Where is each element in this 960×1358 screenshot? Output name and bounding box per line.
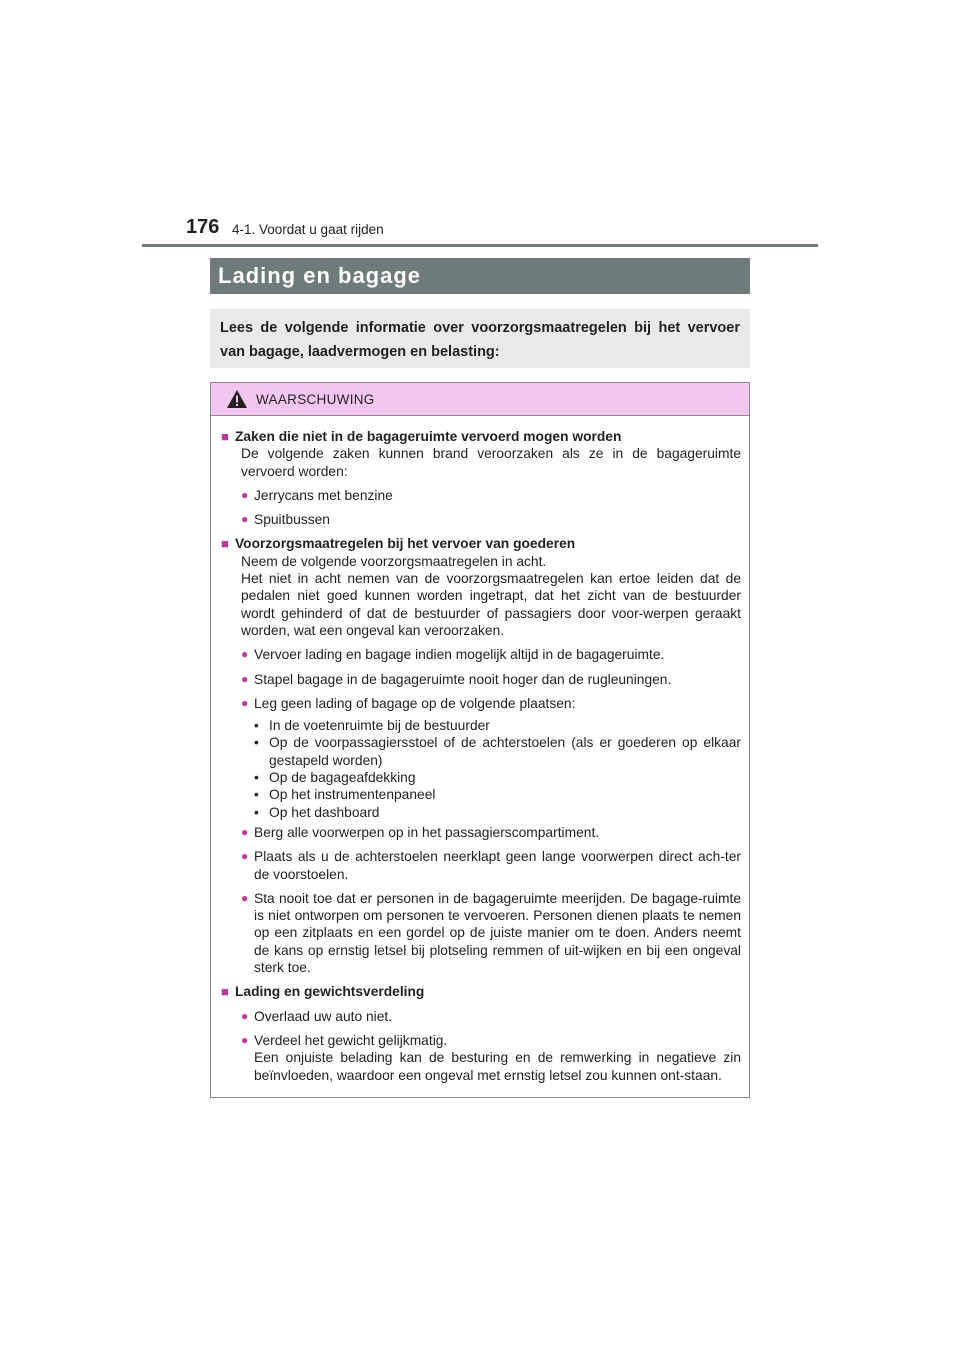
square-bullet-icon: ■ bbox=[221, 984, 229, 1000]
sub-bullet-icon: • bbox=[254, 787, 259, 803]
warning-header bbox=[211, 383, 749, 416]
list-item bbox=[221, 1032, 741, 1084]
paragraph: Het niet in acht nemen van de voorzorgsmaatregelen kan ertoe leiden dat de pedalen niet goed kunnen worden ingetrapt, dat het zicht van de bestuurder wordt gehinderd of dat de bestuurder of passagiers door voor-werpen geraakt worden, wat een ongeval kan veroorzaken. bbox=[241, 571, 741, 638]
warning-label: WAARSCHUWING bbox=[256, 392, 375, 407]
dot-bullet-icon: ● bbox=[241, 1008, 249, 1023]
warning-triangle-icon bbox=[226, 389, 248, 409]
sub-list-item bbox=[221, 804, 741, 821]
list-item-text: Plaats als u de achterstoelen neerklapt geen lange voorwerpen direct ach-ter de voorstoelen. bbox=[254, 849, 741, 882]
list-item bbox=[221, 824, 741, 841]
square-bullet-icon: ■ bbox=[221, 536, 229, 552]
warning-body bbox=[211, 416, 749, 1084]
sub-list-item-text: Op de bagageafdekking bbox=[269, 770, 416, 786]
sub-list-item-text: In de voetenruimte bij de bestuurder bbox=[269, 718, 490, 734]
dot-bullet-icon: ● bbox=[241, 824, 249, 839]
dot-bullet-icon: ● bbox=[241, 849, 249, 864]
sub-bullet-icon: • bbox=[254, 770, 259, 786]
heading-precautions bbox=[221, 535, 741, 552]
header-divider bbox=[142, 244, 818, 247]
intro-text: Lees de volgende informatie over voorzorgsmaatregelen bij het vervoer van bagage, laadvermogen en belasting: bbox=[210, 309, 750, 368]
paragraph: Neem de volgende voorzorgsmaatregelen in acht. bbox=[241, 553, 547, 569]
list-item-text: Leg geen lading of bagage op de volgende plaatsen: bbox=[254, 695, 576, 711]
sub-bullet-icon: • bbox=[254, 735, 259, 751]
dot-bullet-icon: ● bbox=[241, 695, 249, 710]
list-item-text bbox=[254, 1032, 741, 1084]
dot-bullet-icon: ● bbox=[241, 1032, 249, 1047]
section-title: 4-1. Voordat u gaat rijden bbox=[232, 222, 384, 237]
list-item-text: Sta nooit toe dat er personen in de bagageruimte meerijden. De bagage-ruimte is niet ontworpen om personen te vervoeren. Personen dienen plaats te nemen op een zitplaats en een gordel op de juiste manier om te doen. Anders neemt de kans op ernstig letsel bij plotseling remmen of uit-wijken en bij een ongeval sterk toe. bbox=[254, 890, 741, 976]
list-item bbox=[221, 487, 741, 504]
list-item-text: Overlaad uw auto niet. bbox=[254, 1008, 393, 1024]
heading-text: Voorzorgsmaatregelen bij het vervoer van goederen bbox=[235, 536, 576, 552]
sub-bullet-icon: • bbox=[254, 718, 259, 734]
heading-text: Zaken die niet in de bagageruimte vervoerd mogen worden bbox=[235, 429, 622, 444]
square-bullet-icon: ■ bbox=[221, 429, 229, 444]
sub-list-item bbox=[221, 769, 741, 786]
list-item bbox=[221, 695, 741, 712]
heading-text: Lading en gewichtsverdeling bbox=[235, 984, 425, 1000]
list-item-line: Een onjuiste belading kan de besturing en de remwerking in negatieve zin beïnvloeden, waardoor een ongeval met ernstig letsel zou kunnen ont-staan. bbox=[254, 1050, 741, 1083]
paragraph: De volgende zaken kunnen brand veroorzaken als ze in de bagageruimte vervoerd worden: bbox=[241, 446, 741, 479]
list-item bbox=[221, 646, 741, 663]
list-item bbox=[221, 671, 741, 688]
dot-bullet-icon: ● bbox=[241, 512, 249, 527]
list-item-text: Berg alle voorwerpen op in het passagierscompartiment. bbox=[254, 824, 600, 840]
sub-list-item bbox=[221, 717, 741, 734]
list-item-line: Verdeel het gewicht gelijkmatig. bbox=[254, 1032, 448, 1048]
dot-bullet-icon: ● bbox=[241, 890, 249, 905]
list-item-text: Spuitbussen bbox=[254, 512, 330, 528]
sub-list-item-text: Op het instrumentenpaneel bbox=[269, 787, 436, 803]
sub-bullet-icon: • bbox=[254, 804, 259, 820]
dot-bullet-icon: ● bbox=[241, 487, 249, 502]
sub-list-item-text: Op het dashboard bbox=[269, 804, 380, 820]
list-item bbox=[221, 1008, 741, 1025]
list-item-text: Vervoer lading en bagage indien mogelijk altijd in de bagageruimte. bbox=[254, 647, 665, 663]
heading-cargo-items bbox=[221, 428, 741, 445]
dot-bullet-icon: ● bbox=[241, 647, 249, 662]
list-item bbox=[221, 890, 741, 976]
list-item bbox=[221, 848, 741, 883]
list-item-text: Stapel bagage in de bagageruimte nooit hoger dan de rugleuningen. bbox=[254, 671, 672, 687]
list-item bbox=[221, 511, 741, 528]
sub-list-item-text: Op de voorpassagiersstoel of de achterstoelen (als er goederen op elkaar gestapeld worden) bbox=[269, 735, 741, 768]
sub-list-item bbox=[221, 786, 741, 803]
page-title: Lading en bagage bbox=[210, 258, 750, 294]
sub-list-item bbox=[221, 734, 741, 769]
warning-box bbox=[210, 382, 750, 1098]
heading-load-distribution bbox=[221, 983, 741, 1000]
dot-bullet-icon: ● bbox=[241, 671, 249, 686]
page-number: 176 bbox=[186, 216, 220, 238]
list-item-text: Jerrycans met benzine bbox=[254, 487, 393, 503]
